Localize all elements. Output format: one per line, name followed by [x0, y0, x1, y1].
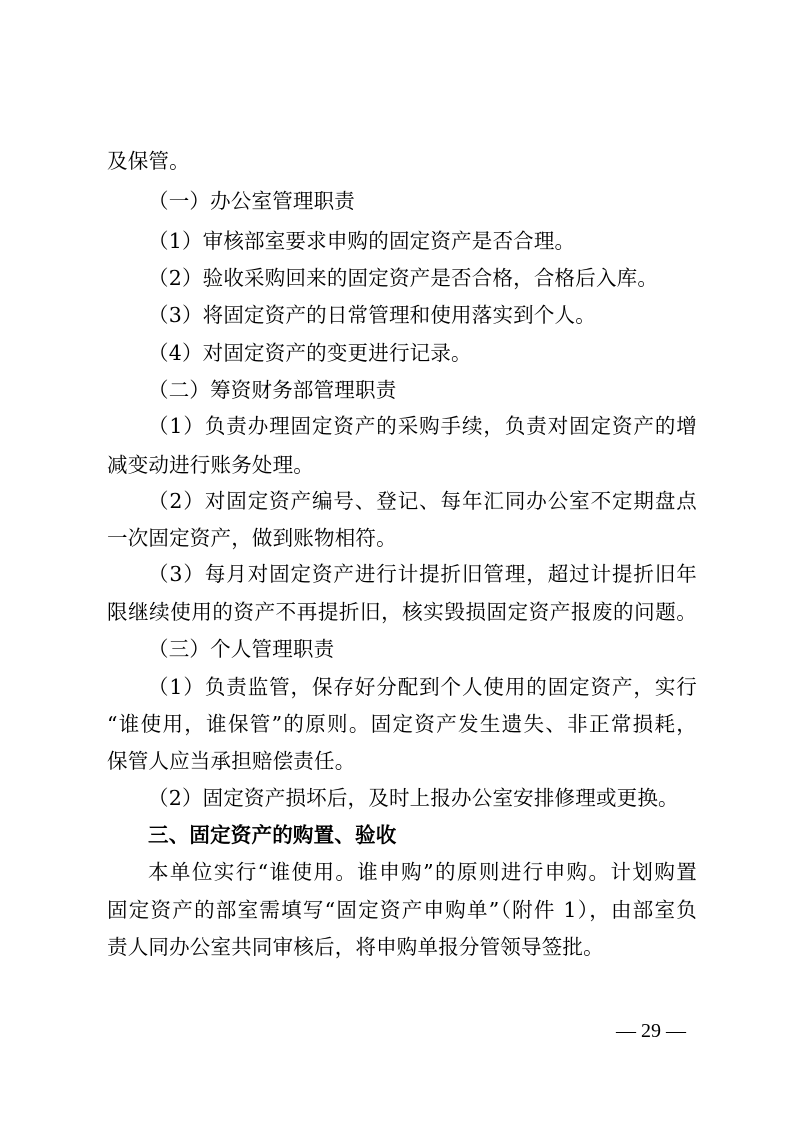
- section-subheading: （一）办公室管理职责: [148, 189, 355, 213]
- paragraph-line: 一次固定资产，做到账物相符。: [107, 526, 397, 550]
- paragraph-line: 减变动进行账务处理。: [107, 453, 314, 477]
- paragraph-line: “谁使用，谁保管”的原则。固定资产发生遗失、非正常损耗，: [107, 712, 697, 736]
- section-subheading: （三）个人管理职责: [148, 637, 335, 661]
- list-item: （2）对固定资产编号、登记、每年汇同办公室不定期盘点: [148, 489, 697, 513]
- paragraph-line: 限继续使用的资产不再提折旧，核实毁损固定资产报废的问题。: [107, 600, 697, 624]
- section-heading: 三、固定资产的购置、验收: [148, 823, 397, 847]
- list-item: （4）对固定资产的变更进行记录。: [148, 341, 472, 365]
- list-item: （2）验收采购回来的固定资产是否合格，合格后入库。: [148, 266, 659, 290]
- list-item: （2）固定资产损坏后，及时上报办公室安排修理或更换。: [148, 786, 679, 810]
- paragraph-line: 及保管。: [107, 149, 190, 173]
- section-subheading: （二）筹资财务部管理职责: [148, 378, 397, 402]
- paragraph-line: 责人同办公室共同审核后，将申购单报分管领导签批。: [107, 935, 604, 959]
- list-item: （3）将固定资产的日常管理和使用落实到个人。: [148, 303, 596, 327]
- paragraph-line: 保管人应当承担赔偿责任。: [107, 749, 356, 773]
- list-item: （1）审核部室要求申购的固定资产是否合理。: [148, 229, 576, 253]
- page-number: — 29 —: [616, 1020, 686, 1042]
- paragraph-line: 本单位实行“谁使用。谁申购”的原则进行申购。计划购置: [148, 860, 697, 884]
- list-item: （3）每月对固定资产进行计提折旧管理，超过计提折旧年: [148, 562, 697, 586]
- list-item: （1）负责办理固定资产的采购手续，负责对固定资产的增: [148, 414, 697, 438]
- list-item: （1）负责监管，保存好分配到个人使用的固定资产，实行: [148, 675, 697, 699]
- paragraph-line: 固定资产的部室需填写“固定资产申购单”（附件 1），由部室负: [107, 898, 697, 922]
